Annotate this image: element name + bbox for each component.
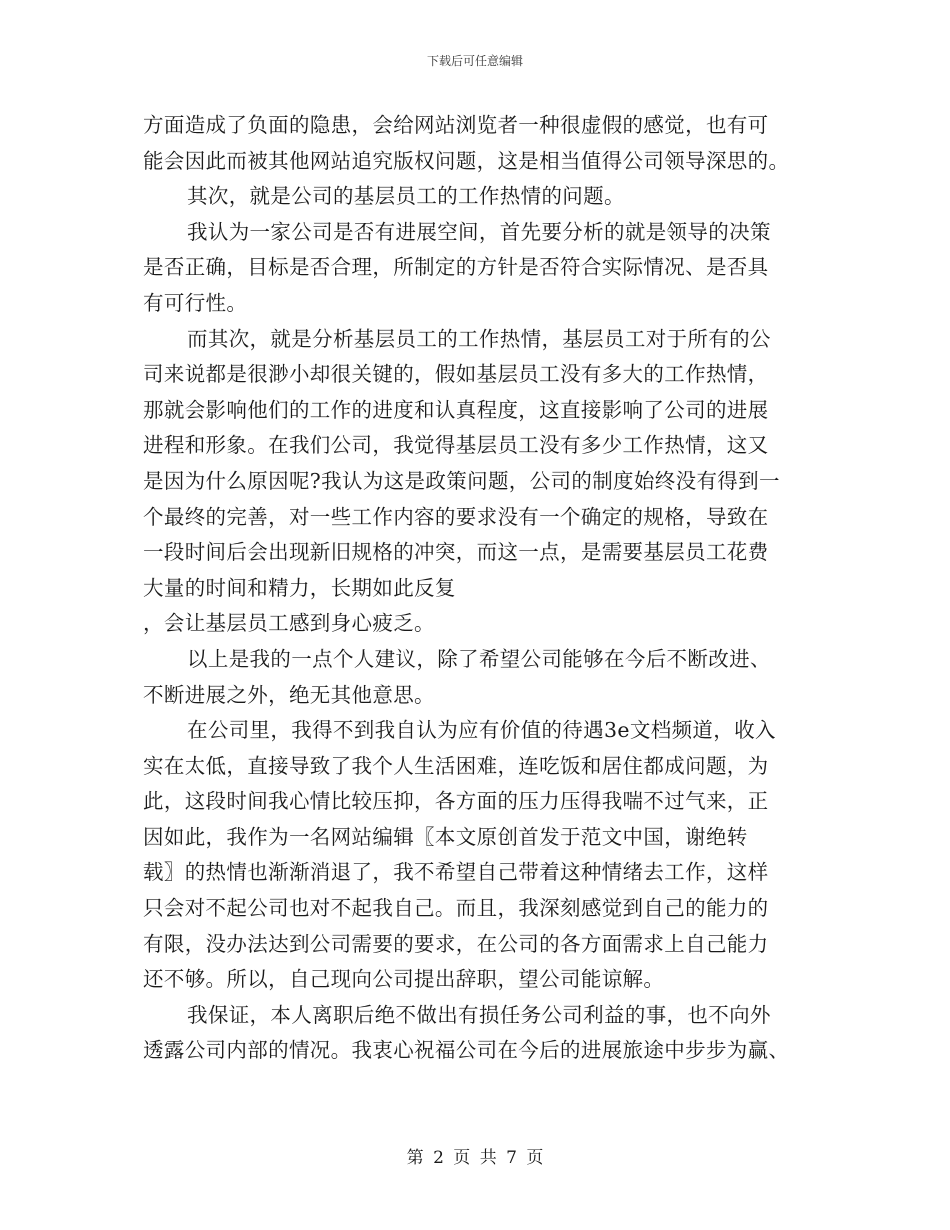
text-line: 个最终的完善，对一些工作内容的要求没有一个确定的规格，导致在 (143, 504, 769, 529)
text-line: 有限，没办法达到公司需要的要求，在公司的各方面需求上自己能力 (143, 931, 769, 956)
text-line: 只会对不起公司也对不起我自己。而且，我深刻感觉到自己的能力的 (143, 896, 769, 921)
text-line: 载〗的热情也渐渐消退了，我不希望自己带着这种情绪去工作，这样 (143, 860, 769, 885)
text-line: 透露公司内部的情况。我衷心祝福公司在今后的进展旅途中步步为赢、 (143, 1038, 790, 1063)
text-line: 进程和形象。在我们公司，我觉得基层员工没有多少工作热情，这又 (143, 433, 769, 458)
text-line: 实在太低，直接导致了我个人生活困难，连吃饭和居住都成问题，为 (143, 753, 769, 778)
text-line: 还不够。所以，自己现向公司提出辞职，望公司能谅解。 (143, 967, 665, 992)
text-line: ，会让基层员工感到身心疲乏。 (143, 611, 435, 636)
text-line: 而其次，就是分析基层员工的工作热情，基层员工对于所有的公 (187, 326, 771, 351)
text-line: 其次，就是公司的基层员工的工作热情的问题。 (187, 184, 625, 209)
text-line: 一段时间后会出现新旧规格的冲突，而这一点，是需要基层员工花费 (143, 540, 769, 565)
text-line: 我认为一家公司是否有进展空间，首先要分析的就是领导的决策 (187, 219, 771, 244)
text-line: 在公司里，我得不到我自认为应有价值的待遇3e文档频道，收入 (187, 718, 776, 743)
text-line: 司来说都是很渺小却很关键的，假如基层员工没有多大的工作热情， (143, 362, 769, 387)
page-number-footer: 第 2 页 共 7 页 (406, 1148, 544, 1168)
text-line: 大量的时间和精力，长期如此反复 (143, 575, 456, 600)
page-header: 下载后可任意编辑 (426, 54, 523, 68)
text-line: 以上是我的一点个人建议，除了希望公司能够在今后不断改进、 (187, 646, 771, 671)
text-line: 能会因此而被其他网站追究版权问题，这是相当值得公司领导深思的。 (143, 148, 790, 173)
text-line: 那就会影响他们的工作的进度和认真程度，这直接影响了公司的进展 (143, 397, 769, 422)
text-line: 是否正确，目标是否合理，所制定的方针是否符合实际情况、是否具 (143, 255, 769, 280)
document-body (143, 108, 803, 1069)
text-line: 我保证，本人离职后绝不做出有损任务公司利益的事，也不向外 (187, 1002, 771, 1027)
text-line: 此，这段时间我心情比较压抑，各方面的压力压得我喘不过气来，正 (143, 789, 769, 814)
text-line: 方面造成了负面的隐患，会给网站浏览者一种很虚假的感觉，也有可 (143, 113, 769, 137)
text-line: 是因为什么原因呢?我认为这是政策问题，公司的制度始终没有得到一 (143, 468, 780, 493)
text-line: 不断进展之外，绝无其他意思。 (143, 682, 435, 707)
text-line: 有可行性。 (143, 290, 248, 315)
text-line: 因如此，我作为一名网站编辑〖本文原创首发于范文中国，谢绝转 (143, 824, 748, 849)
